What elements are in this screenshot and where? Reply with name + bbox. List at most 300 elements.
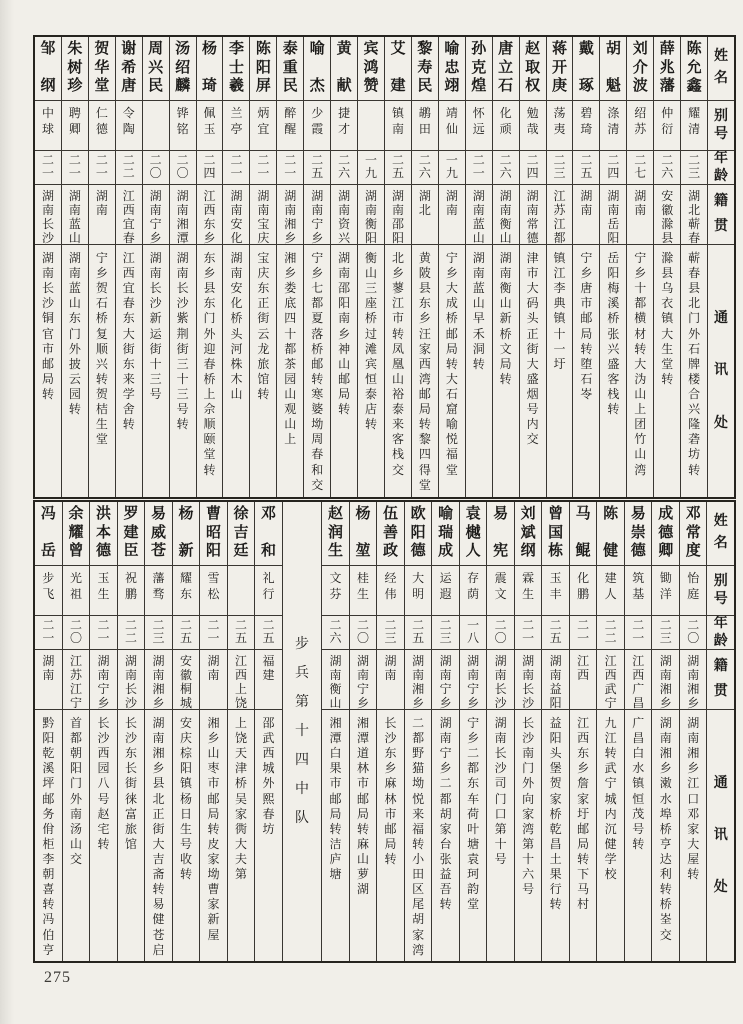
- age-cell: 二 六: [331, 151, 357, 185]
- alias-cell: 炳 宜: [250, 101, 276, 151]
- address-cell: 衡 山 三 座 桥 过 滩 宾 恒 泰 店 转: [365, 251, 378, 432]
- person-column: [466, 37, 493, 497]
- alias-cell: 仁 德: [89, 101, 115, 151]
- person-column: [358, 37, 385, 497]
- person-column: [118, 502, 146, 961]
- person-column: [200, 502, 228, 961]
- address-cell: 湖 南 湘 乡 潄 水 埠 桥 亨 达 利 转 桥 峑 交: [659, 716, 672, 942]
- name-cell: 杨 琦: [197, 37, 223, 101]
- origin-cell: 湖 南 宁 乡: [350, 650, 377, 710]
- name-cell: 泰 重 民: [277, 37, 303, 101]
- origin-cell: 湖 南 宁 乡: [432, 650, 459, 710]
- alias-cell: 玉 生: [90, 566, 117, 616]
- address-cell: 滁 县 乌 衣 镇 大 生 堂 转: [661, 251, 674, 386]
- alias-cell: 耀 清: [681, 101, 707, 151]
- name-cell: 赵 取 权: [520, 37, 546, 101]
- alias-cell: 礼 行: [255, 566, 282, 616]
- name-cell: 蒋 开 庚: [547, 37, 573, 101]
- age-cell: 二 三: [432, 616, 459, 650]
- name-cell: 刘 介 波: [627, 37, 653, 101]
- age-cell: 二 二: [116, 151, 142, 185]
- origin-cell: 湖 南 宁 乡: [143, 185, 169, 245]
- address-cell: 北 乡 蓼 江 市 转 凤 凰 山 裕 泰 来 客 栈 交: [391, 251, 404, 477]
- age-cell: 一 九: [439, 151, 465, 185]
- address-cell: 湖 南 安 化 桥 头 河 株 木 山: [230, 251, 243, 401]
- roster-table-top: [33, 35, 736, 499]
- origin-cell: 湖 南 衡 山: [322, 650, 349, 710]
- unit-note-column: [283, 502, 322, 961]
- name-cell: 喻 忠 翊: [439, 37, 465, 101]
- age-cell: 二 一: [570, 616, 597, 650]
- address-cell: 津 市 大 码 头 正 街 大 盛 烟 号 内 交: [526, 251, 539, 447]
- age-cell: 二 一: [515, 616, 542, 650]
- person-column: [322, 502, 350, 961]
- person-column: [439, 37, 466, 497]
- name-cell: 赵 润 生: [322, 502, 349, 566]
- person-column: [460, 502, 488, 961]
- age-cell: 二 五: [573, 151, 599, 185]
- origin-cell: 湖 南: [377, 650, 404, 710]
- age-cell: 二 五: [255, 616, 282, 650]
- person-column: [573, 37, 600, 497]
- address-cell: 湖 南 长 沙 新 运 街 十 三 号: [149, 251, 162, 401]
- alias-cell: 勉 哉: [520, 101, 546, 151]
- address-cell: 湖 南 邵 阳 南 乡 神 山 邮 局 转: [338, 251, 351, 417]
- person-column: [542, 502, 570, 961]
- alias-cell: 步 飞: [35, 566, 62, 616]
- alias-cell: 涤 清: [600, 101, 626, 151]
- person-column: [223, 37, 250, 497]
- origin-cell: 江 西 广 昌: [625, 650, 652, 710]
- person-column: [520, 37, 547, 497]
- person-column: [170, 37, 197, 497]
- person-column: [627, 37, 654, 497]
- name-cell: 杨 新: [173, 502, 200, 566]
- alias-cell: 醉 醒: [277, 101, 303, 151]
- alias-cell: 锄 洋: [652, 566, 679, 616]
- address-cell: 长 沙 西 园 八 号 赵 宅 转: [97, 716, 110, 851]
- name-cell: 刘 斌 纲: [515, 502, 542, 566]
- header-label-age: 年 龄: [708, 151, 734, 185]
- age-cell: 二 一: [90, 616, 117, 650]
- person-column: [228, 502, 256, 961]
- age-cell: 二 一: [62, 151, 88, 185]
- person-column: [255, 502, 283, 961]
- person-column: [405, 502, 433, 961]
- age-cell: 二 六: [322, 616, 349, 650]
- age-cell: 二 五: [405, 616, 432, 650]
- header-label-address: 通 讯 处: [714, 310, 729, 431]
- origin-cell: 湖 南 湘 乡: [652, 650, 679, 710]
- address-cell: 镇 江 李 典 镇 十 一 圩: [553, 251, 566, 371]
- age-cell: 二 六: [493, 151, 519, 185]
- age-cell: 二 四: [600, 151, 626, 185]
- header-label-origin: 籍 贯: [708, 185, 734, 245]
- address-cell: 湖 南 蓝 山 早 禾 洞 转: [472, 251, 485, 371]
- header-label-age: 年 龄: [707, 616, 734, 650]
- name-cell: 邓 和: [255, 502, 282, 566]
- header-label-name: 姓 名: [707, 502, 734, 566]
- origin-cell: 湖 南 衡 阳: [358, 185, 384, 245]
- name-cell: 邓 常 度: [680, 502, 707, 566]
- age-cell: 二 三: [145, 616, 172, 650]
- address-cell: 湖 南 宁 乡 二 都 胡 家 台 张 益 吾 转: [439, 716, 452, 912]
- person-column: [681, 37, 708, 497]
- origin-cell: 湖 南 蓝 山: [62, 185, 88, 245]
- origin-cell: 湖 南 益 阳: [542, 650, 569, 710]
- origin-cell: 湖 南 湘 乡: [405, 650, 432, 710]
- origin-cell: 江 西: [570, 650, 597, 710]
- address-cell: 宁 乡 唐 市 邮 局 转 堕 石 岺: [580, 251, 593, 401]
- name-cell: 周 兴 民: [143, 37, 169, 101]
- alias-cell: 怀 远: [466, 101, 492, 151]
- person-column: [116, 37, 143, 497]
- origin-cell: 湖 南 湘 潭: [170, 185, 196, 245]
- alias-cell: 光 祖: [63, 566, 90, 616]
- age-cell: 二 三: [377, 616, 404, 650]
- age-cell: 二 六: [412, 151, 438, 185]
- address-cell: 宁 乡 贺 石 桥 复 顺 兴 转 贺 桔 生 堂: [95, 251, 108, 447]
- name-cell: 陈 允 鑫: [681, 37, 707, 101]
- person-column: [62, 37, 89, 497]
- alias-cell: 化 鹏: [570, 566, 597, 616]
- age-cell: 二 一: [200, 616, 227, 650]
- alias-cell: 绍 苏: [627, 101, 653, 151]
- person-column: [90, 502, 118, 961]
- address-cell: 长 沙 东 乡 麻 林 市 邮 局 转: [384, 716, 397, 866]
- person-column: [385, 37, 412, 497]
- person-column: [35, 37, 62, 497]
- age-cell: 二 一: [250, 151, 276, 185]
- origin-cell: 湖 南 湘 乡: [145, 650, 172, 710]
- address-cell: 宁 乡 二 都 东 车 荷 叶 塘 袁 珂 韵 堂: [467, 716, 480, 912]
- origin-cell: 湖 南: [439, 185, 465, 245]
- age-cell: 二 一: [89, 151, 115, 185]
- address-cell: 湖 南 湘 乡 县 北 正 街 大 吉 斋 转 易 健 苍 启: [152, 716, 165, 957]
- origin-cell: 湖 南: [35, 650, 62, 710]
- address-cell: 长 沙 南 门 外 向 家 湾 第 十 六 号: [522, 716, 535, 897]
- name-cell: 余 耀 曾: [63, 502, 90, 566]
- alias-cell: 少 霞: [304, 101, 330, 151]
- address-cell: 长 沙 东 长 街 徕 富 旅 馆: [124, 716, 137, 851]
- alias-cell: 祝 鹏: [118, 566, 145, 616]
- unit-note-cell: 步 兵 第 十 四 中 队: [295, 636, 310, 826]
- origin-cell: 江 西 武 宁: [597, 650, 624, 710]
- age-cell: 二 七: [627, 151, 653, 185]
- address-cell: 宝 庆 东 正 街 云 龙 旅 馆 转: [257, 251, 270, 401]
- origin-cell: 江 苏 江 都: [547, 185, 573, 245]
- age-cell: 一 九: [358, 151, 384, 185]
- name-cell: 徐 吉 廷: [228, 502, 255, 566]
- age-cell: 二 一: [466, 151, 492, 185]
- name-cell: 谢 希 唐: [116, 37, 142, 101]
- address-cell: 宁 乡 七 都 夏 落 桥 邮 转 寒 婆 坳 周 春 和 交: [311, 251, 324, 492]
- origin-cell: 湖 南 长 沙: [35, 185, 61, 245]
- age-cell: 二 〇: [63, 616, 90, 650]
- age-cell: 二 五: [385, 151, 411, 185]
- address-cell: 首 都 朝 阳 门 外 南 汤 山 交: [69, 716, 82, 866]
- origin-cell: 湖 南 邵 阳: [385, 185, 411, 245]
- origin-cell: 湖 北: [412, 185, 438, 245]
- name-cell: 杨 堃: [350, 502, 377, 566]
- name-cell: 胡 魁: [600, 37, 626, 101]
- name-cell: 黎 寿 民: [412, 37, 438, 101]
- name-cell: 曾 国 栋: [542, 502, 569, 566]
- person-column: [277, 37, 304, 497]
- alias-cell: 捷 才: [331, 101, 357, 151]
- name-cell: 艾 建: [385, 37, 411, 101]
- name-cell: 喻 瑞 成: [432, 502, 459, 566]
- person-column: [197, 37, 224, 497]
- age-cell: 一 八: [460, 616, 487, 650]
- alias-cell: 化 顽: [493, 101, 519, 151]
- person-column: [89, 37, 116, 497]
- alias-cell: 霖 生: [515, 566, 542, 616]
- origin-cell: 江 西 上 饶: [228, 650, 255, 710]
- address-cell: 广 昌 白 水 镇 恒 茂 号 转: [632, 716, 645, 851]
- address-cell: 黄 陂 县 东 乡 汪 家 西 湾 邮 局 转 黎 四 得 堂: [418, 251, 431, 492]
- origin-cell: 湖 北 蕲 春: [681, 185, 707, 245]
- name-cell: 戴 琢: [573, 37, 599, 101]
- alias-cell: 震 文: [487, 566, 514, 616]
- name-cell: 袁 樾 人: [460, 502, 487, 566]
- alias-cell: 仲 衍: [654, 101, 680, 151]
- age-cell: 二 四: [520, 151, 546, 185]
- origin-cell: 湖 南 宁 乡: [460, 650, 487, 710]
- person-column: [250, 37, 277, 497]
- name-cell: 贺 华 堂: [89, 37, 115, 101]
- alias-cell: 存 荫: [460, 566, 487, 616]
- alias-cell: 耀 东: [173, 566, 200, 616]
- name-cell: 薛 兆 藩: [654, 37, 680, 101]
- header-label-name: 姓 名: [708, 37, 734, 101]
- origin-cell: 湖 南 蓝 山: [466, 185, 492, 245]
- person-column: [680, 502, 708, 961]
- address-cell: 湘 乡 山 枣 市 邮 局 转 皮 家 坳 曹 家 新 屋: [207, 716, 220, 942]
- address-cell: 上 饶 天 津 桥 吴 家 衖 大 夫 第: [235, 716, 248, 882]
- origin-cell: 福 建: [255, 650, 282, 710]
- origin-cell: 湖 南 常 德: [520, 185, 546, 245]
- alias-cell: [143, 101, 169, 151]
- alias-cell: [358, 101, 384, 151]
- name-cell: 黄 献: [331, 37, 357, 101]
- origin-cell: 江 西 宜 春: [116, 185, 142, 245]
- alias-cell: 聘 卿: [62, 101, 88, 151]
- alias-cell: 荡 夷: [547, 101, 573, 151]
- address-cell: 湘 潭 道 林 市 邮 局 转 麻 山 萝 湖: [357, 716, 370, 897]
- alias-cell: 筑 基: [625, 566, 652, 616]
- name-cell: 宾 鸿 赞: [358, 37, 384, 101]
- person-column: [412, 37, 439, 497]
- address-cell: 湘 乡 娄 底 四 十 都 茶 园 山 观 山 上: [284, 251, 297, 447]
- origin-cell: 安 徽 桐 城: [173, 650, 200, 710]
- name-cell: 李 士 羲: [223, 37, 249, 101]
- name-cell: 成 德 卿: [652, 502, 679, 566]
- address-cell: 东 乡 县 东 门 外 迎 春 桥 上 佘 顺 颐 堂 转: [203, 251, 216, 477]
- alias-cell: [228, 566, 255, 616]
- person-column: [600, 37, 627, 497]
- origin-cell: 湖 南 岳 阳: [600, 185, 626, 245]
- origin-cell: 湖 南: [573, 185, 599, 245]
- address-cell: 湖 南 长 沙 紫 荆 街 三 十 三 号 转: [176, 251, 189, 432]
- age-cell: 二 一: [35, 616, 62, 650]
- name-cell: 易 崇 德: [625, 502, 652, 566]
- origin-cell: 湖 南 衡 山: [493, 185, 519, 245]
- person-column: [377, 502, 405, 961]
- origin-cell: 湖 南 资 兴: [331, 185, 357, 245]
- address-cell: 湖 南 湘 乡 江 口 邓 家 大 屋 转: [687, 716, 700, 882]
- address-cell: 二 都 野 猫 坳 悦 来 福 转 小 田 区 尾 胡 家 湾: [412, 716, 425, 957]
- name-cell: 易 威 苍: [145, 502, 172, 566]
- alias-cell: 兰 亭: [223, 101, 249, 151]
- origin-cell: 湖 南 安 化: [223, 185, 249, 245]
- alias-cell: 怡 庭: [680, 566, 707, 616]
- header-column: [707, 502, 734, 961]
- age-cell: 二 五: [542, 616, 569, 650]
- origin-cell: 湖 南 长 沙: [118, 650, 145, 710]
- age-cell: 二 一: [625, 616, 652, 650]
- address-cell: 湖 南 长 沙 司 门 口 第 十 号: [494, 716, 507, 866]
- age-cell: 二 五: [304, 151, 330, 185]
- name-cell: 陈 阳 屏: [250, 37, 276, 101]
- origin-cell: 湖 南 湘 乡: [277, 185, 303, 245]
- age-cell: 二 三: [681, 151, 707, 185]
- age-cell: 二 〇: [143, 151, 169, 185]
- age-cell: 二 三: [652, 616, 679, 650]
- name-cell: 曹 昭 阳: [200, 502, 227, 566]
- alias-cell: 铧 铭: [170, 101, 196, 151]
- address-cell: 湖 南 蓝 山 东 门 外 披 云 园 转: [68, 251, 81, 417]
- origin-cell: 江 苏 江 宁: [63, 650, 90, 710]
- alias-cell: 中 球: [35, 101, 61, 151]
- name-cell: 陈 健: [597, 502, 624, 566]
- age-cell: 二 二: [118, 616, 145, 650]
- name-cell: 欧 阳 德: [405, 502, 432, 566]
- name-cell: 汤 绍 麟: [170, 37, 196, 101]
- address-cell: 邵 武 西 城 外 熙 春 坊: [262, 716, 275, 836]
- person-column: [654, 37, 681, 497]
- address-cell: 宁 乡 大 成 桥 邮 局 转 大 石 窟 喻 悦 福 堂: [445, 251, 458, 477]
- header-label-origin: 籍 贯: [707, 650, 734, 710]
- alias-cell: 令 陶: [116, 101, 142, 151]
- age-cell: 二 〇: [170, 151, 196, 185]
- person-column: [570, 502, 598, 961]
- person-column: [597, 502, 625, 961]
- origin-cell: 湖 南: [89, 185, 115, 245]
- origin-cell: 湖 南: [627, 185, 653, 245]
- alias-cell: 运 遐: [432, 566, 459, 616]
- header-label-alias: 别 号: [708, 101, 734, 151]
- alias-cell: 玉 丰: [542, 566, 569, 616]
- age-cell: 二 〇: [350, 616, 377, 650]
- address-cell: 益 阳 头 堡 贺 家 桥 乾 昌 土 果 行 转: [549, 716, 562, 912]
- alias-cell: 文 芬: [322, 566, 349, 616]
- person-column: [515, 502, 543, 961]
- name-cell: 罗 建 臣: [118, 502, 145, 566]
- age-cell: 二 一: [223, 151, 249, 185]
- age-cell: 二 五: [173, 616, 200, 650]
- person-column: [432, 502, 460, 961]
- name-cell: 邹 纲: [35, 37, 61, 101]
- header-label-alias: 别 号: [707, 566, 734, 616]
- alias-cell: 佩 玉: [197, 101, 223, 151]
- name-cell: 冯 岳: [35, 502, 62, 566]
- address-cell: 湖 南 长 沙 铜 官 市 邮 局 转: [41, 251, 54, 401]
- alias-cell: 鹕 田: [412, 101, 438, 151]
- person-column: [63, 502, 91, 961]
- person-column: [304, 37, 331, 497]
- age-cell: 二 二: [597, 616, 624, 650]
- address-cell: 湘 潭 白 果 市 邮 局 转 洁 庐 塘: [329, 716, 342, 882]
- address-cell: 湖 南 衡 山 新 桥 文 局 转: [499, 251, 512, 386]
- age-cell: 二 五: [228, 616, 255, 650]
- age-cell: 二 六: [654, 151, 680, 185]
- name-cell: 孙 克 煌: [466, 37, 492, 101]
- name-cell: 伍 善 政: [377, 502, 404, 566]
- header-column: [708, 37, 734, 497]
- person-column: [331, 37, 358, 497]
- person-column: [487, 502, 515, 961]
- person-column: [145, 502, 173, 961]
- name-cell: 易 宪: [487, 502, 514, 566]
- roster-table-bottom: [33, 500, 736, 963]
- person-column: [143, 37, 170, 497]
- address-cell: 岳 阳 梅 溪 桥 张 兴 盛 客 栈 转: [607, 251, 620, 417]
- alias-cell: 经 伟: [377, 566, 404, 616]
- name-cell: 马 鲲: [570, 502, 597, 566]
- person-column: [547, 37, 574, 497]
- alias-cell: 桂 生: [350, 566, 377, 616]
- alias-cell: 镇 南: [385, 101, 411, 151]
- age-cell: 二 一: [35, 151, 61, 185]
- address-cell: 宁 乡 十 都 横 材 转 大 沩 山 上 团 竹 山 湾: [634, 251, 647, 477]
- address-cell: 蕲 春 县 北 门 外 石 牌 楼 合 兴 隆 砻 坊 转: [688, 251, 701, 477]
- age-cell: 二 〇: [487, 616, 514, 650]
- address-cell: 九 江 转 武 宁 城 内 沉 健 学 校: [604, 716, 617, 882]
- alias-cell: 靖 仙: [439, 101, 465, 151]
- origin-cell: 湖 南 湘 乡: [680, 650, 707, 710]
- person-column: [35, 502, 63, 961]
- age-cell: 二 三: [547, 151, 573, 185]
- origin-cell: 湖 南 宁 乡: [304, 185, 330, 245]
- alias-cell: 大 明: [405, 566, 432, 616]
- origin-cell: 安 徽 滁 县: [654, 185, 680, 245]
- person-column: [493, 37, 520, 497]
- address-cell: 安 庆 棕 阳 镇 杨 日 生 号 收 转: [180, 716, 193, 882]
- age-cell: 二 〇: [680, 616, 707, 650]
- name-cell: 洪 本 德: [90, 502, 117, 566]
- age-cell: 二 一: [277, 151, 303, 185]
- alias-cell: 碧 琦: [573, 101, 599, 151]
- person-column: [625, 502, 653, 961]
- address-cell: 江 西 东 乡 詹 家 圩 邮 局 转 下 马 村: [577, 716, 590, 912]
- name-cell: 朱 树 珍: [62, 37, 88, 101]
- origin-cell: 湖 南 长 沙: [515, 650, 542, 710]
- person-column: [350, 502, 378, 961]
- origin-cell: 湖 南 长 沙: [487, 650, 514, 710]
- origin-cell: 江 西 东 乡: [197, 185, 223, 245]
- age-cell: 二 四: [197, 151, 223, 185]
- header-label-address: 通 讯 处: [713, 775, 728, 895]
- address-cell: 江 西 宜 春 东 大 街 东 来 学 舍 转: [122, 251, 135, 432]
- page-number: 275: [44, 969, 71, 986]
- person-column: [652, 502, 680, 961]
- origin-cell: 湖 南 宁 乡: [90, 650, 117, 710]
- alias-cell: 雪 松: [200, 566, 227, 616]
- person-column: [173, 502, 201, 961]
- origin-cell: 湖 南: [200, 650, 227, 710]
- origin-cell: 湖 南 宝 庆: [250, 185, 276, 245]
